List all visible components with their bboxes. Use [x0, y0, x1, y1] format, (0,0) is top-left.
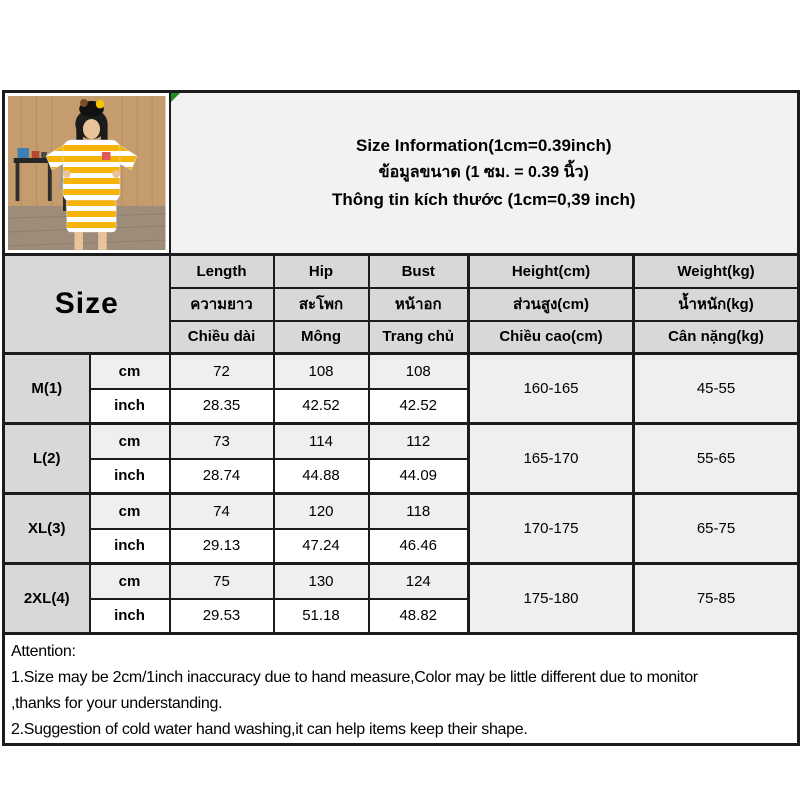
height-range-cell: 165-170 — [469, 424, 634, 494]
value-cell: 72 — [170, 354, 274, 389]
value-cell: 51.18 — [274, 599, 369, 634]
unit-label-inch: inch — [90, 459, 170, 494]
col-header-weight-en: Weight(kg) — [634, 255, 799, 288]
title-cell — [170, 92, 799, 255]
col-header-hip-th: สะโพก — [274, 288, 369, 321]
col-header-height-vi: Chiều cao(cm) — [469, 321, 634, 354]
unit-label-inch: inch — [90, 599, 170, 634]
unit-label-inch: inch — [90, 529, 170, 564]
col-header-weight-vi: Cân nặng(kg) — [634, 321, 799, 354]
unit-label-cm: cm — [90, 564, 170, 599]
attention-line-3: 2.Suggestion of cold water hand washing,it can help items keep their shape. — [11, 720, 528, 738]
value-cell: 120 — [274, 494, 369, 529]
col-header-bust-vi: Trang chủ — [369, 321, 469, 354]
size-name-2xl: 2XL(4) — [4, 564, 90, 634]
value-cell: 114 — [274, 424, 369, 459]
col-header-weight-th: น้ำหนัก(kg) — [634, 288, 799, 321]
product-photo-illustration — [8, 96, 166, 250]
weight-range-cell: 45-55 — [634, 354, 799, 424]
value-cell: 42.52 — [274, 389, 369, 424]
col-header-height-en: Height(cm) — [469, 255, 634, 288]
value-cell: 29.13 — [170, 529, 274, 564]
unit-label-cm: cm — [90, 354, 170, 389]
title-thai: ข้อมูลขนาด (1 ซม. = 0.39 นิ้ว) — [378, 163, 589, 181]
size-table — [2, 90, 800, 746]
value-cell: 124 — [369, 564, 469, 599]
value-cell: 44.09 — [369, 459, 469, 494]
value-cell: 112 — [369, 424, 469, 459]
height-range-cell: 175-180 — [469, 564, 634, 634]
attention-line-2: ,thanks for your understanding. — [11, 694, 223, 712]
height-range-cell: 160-165 — [469, 354, 634, 424]
weight-range-cell: 55-65 — [634, 424, 799, 494]
weight-range-cell: 75-85 — [634, 564, 799, 634]
size-name-m: M(1) — [4, 354, 90, 424]
col-header-height-th: ส่วนสูง(cm) — [469, 288, 634, 321]
col-header-hip-vi: Mông — [274, 321, 369, 354]
value-cell: 29.53 — [170, 599, 274, 634]
value-cell: 48.82 — [369, 599, 469, 634]
title-vietnamese: Thông tin kích thước (1cm=0,39 inch) — [331, 190, 636, 210]
attention-line-1: 1.Size may be 2cm/1inch inaccuracy due to hand measure,Color may be little different due to monitor — [11, 668, 698, 686]
unit-label-inch: inch — [90, 389, 170, 424]
size-corner-header: Size — [4, 255, 170, 354]
value-cell: 28.74 — [170, 459, 274, 494]
value-cell: 74 — [170, 494, 274, 529]
value-cell: 46.46 — [369, 529, 469, 564]
weight-range-cell: 65-75 — [634, 494, 799, 564]
value-cell: 28.35 — [170, 389, 274, 424]
height-range-cell: 170-175 — [469, 494, 634, 564]
unit-label-cm: cm — [90, 494, 170, 529]
value-cell: 47.24 — [274, 529, 369, 564]
value-cell: 73 — [170, 424, 274, 459]
value-cell: 75 — [170, 564, 274, 599]
value-cell: 108 — [369, 354, 469, 389]
product-photo — [4, 92, 170, 255]
value-cell: 118 — [369, 494, 469, 529]
attention-note — [4, 634, 799, 745]
size-name-xl: XL(3) — [4, 494, 90, 564]
col-header-length-en: Length — [170, 255, 274, 288]
attention-heading: Attention: — [11, 643, 76, 660]
col-header-bust-th: หน้าอก — [369, 288, 469, 321]
value-cell: 42.52 — [369, 389, 469, 424]
value-cell: 108 — [274, 354, 369, 389]
unit-label-cm: cm — [90, 424, 170, 459]
size-name-l: L(2) — [4, 424, 90, 494]
value-cell: 130 — [274, 564, 369, 599]
col-header-bust-en: Bust — [369, 255, 469, 288]
value-cell: 44.88 — [274, 459, 369, 494]
col-header-length-th: ความยาว — [170, 288, 274, 321]
title-english: Size Information(1cm=0.39inch) — [355, 135, 612, 155]
col-header-length-vi: Chiều dài — [170, 321, 274, 354]
corner-marker — [171, 93, 180, 102]
col-header-hip-en: Hip — [274, 255, 369, 288]
